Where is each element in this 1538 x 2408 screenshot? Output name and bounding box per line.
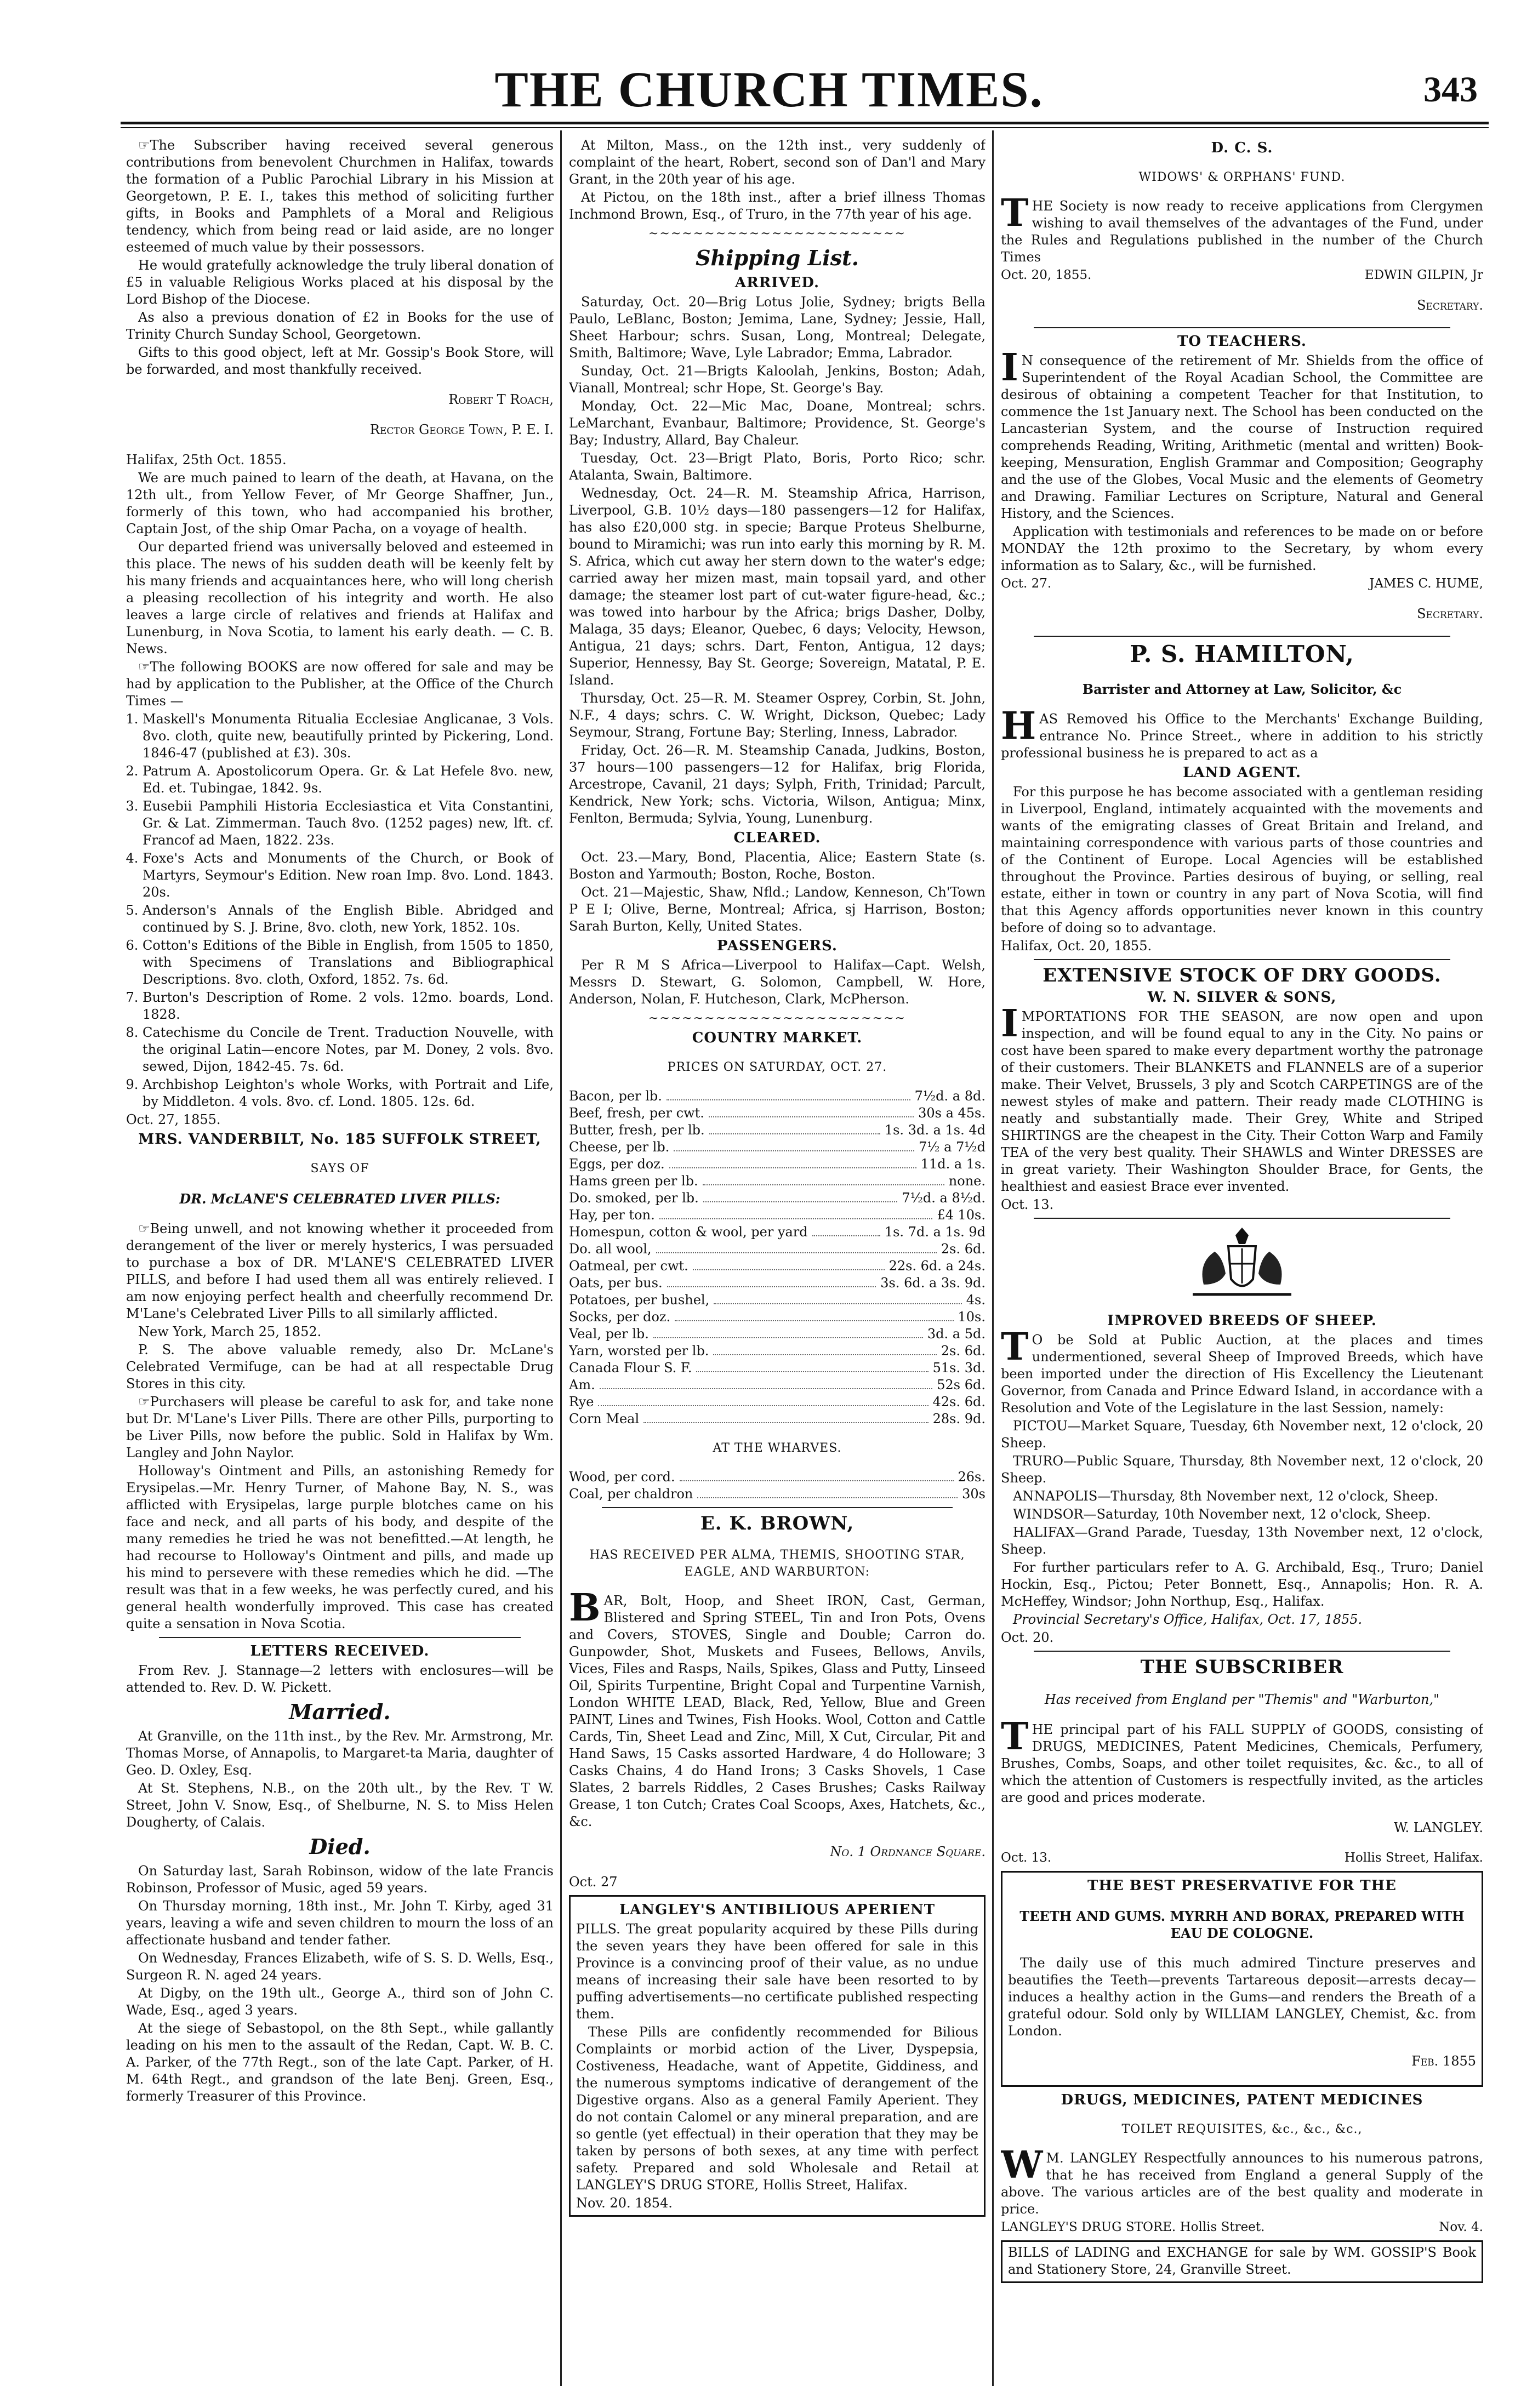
advert-subheading: Has received from England per "Themis" and "Warburton," [1044,1692,1440,1707]
dateline [1001,575,1483,592]
paragraph: THE Society is now ready to receive applications from Clergymen wishing to avail themselves of the advantages of the Fund, under the Rules and Regulations published in the number of the Church Times [1001,191,1483,265]
books-list [126,711,554,1110]
item-label: Wood, per cord. [569,1469,675,1485]
list-item: 1. Maskell's Monumenta Ritualia Ecclesiae Anglicanae, 3 Vols. 8vo. cloth, quite new, beautifully printed by Pickering, Lond. 1846-47 (published at £3). 30s. [143,711,554,762]
advert-subheading: Barrister and Attorney at Law, Solicitor, &c [1082,681,1402,697]
price-table [569,1088,986,1428]
advert-heading: E. K. BROWN, [700,1513,855,1534]
paragraph: BAR, Bolt, Hoop, and Sheet IRON, Cast, German, Blistered and Spring STEEL, Tin and Iron Pots, Ovens and Covers, STOVES, Single and Double; Carron do. Gunpowder, Shot, Muskets and Fusees, Bellows, Anvils, Vices, Files and Rasps, Nails, Spikes, Glass and Putty, Linseed Oil, Spirits Turpentine, Bright Copal and Turpentine Varnish, London WHITE LEAD, Black, Red, Yellow, Blue and Green PAINT, Lines and Twines, Fish Hooks. Wool, Cotton and Cattle Cards, Tin, Sheet Lead and Zinc, Mill, X Cut, Circular, Pit and Hand Saws, 15 Casks assorted Hardware, 4 do Holloware; 3 Casks Chains, 4 do Hand Irons; 3 Casks Shovels, 1 Case Slates, 2 barrels Riddles, 2 Cases Brushes; Casks Railway Grease, 1 ton Cutch; Crates Coal Scoops, Axes, Hatchets, &c., &c. [569,1586,986,1829]
price-row [569,1241,986,1258]
library-notice [126,137,554,469]
paragraph: Application with testimonials and references to be made on or before MONDAY the 12th proximo to the Secretary, by whom every information as to Salary, &c., will be furnished. [1001,524,1483,573]
price-row [569,1258,986,1275]
column-2 [569,137,986,2221]
list-item: 4. Foxe's Acts and Monuments of the Church, or Book of Martyrs, Seymour's Edition. New roan Imp. 8vo. Lond. 1843. 20s. [143,850,554,901]
item-price: 11d. a 1s. [920,1156,986,1172]
divider [1034,327,1450,328]
teachers-advert [1001,333,1483,623]
paragraph: Saturday, Oct. 20—Brig Lotus Jolie, Sydney; brigts Bella Paulo, LeBlanc, Boston; Jemima, Lane, Sydney; Jessie, Hall, Sheet Harbour; schrs. Susan, Long, Montreal; Delegate, Smith, Baltimore; Wave, Lyle Labrador; Emma, Labrador. [569,294,986,361]
paragraph: New York, March 25, 1852. [138,1324,322,1339]
section-subheading: PRICES ON SATURDAY, OCT. 27. [667,1060,887,1074]
died-notices [126,1834,554,2105]
list-item: WINDSOR—Saturday, 10th November next, 12 o'clock, Sheep. [1013,1507,1431,1522]
item-price: 4s. [966,1292,986,1308]
paragraph: At St. Stephens, N.B., on the 20th ult., by the Rev. T W. Street, John V. Snow, Esq., of Shelburne, N. S. to Miss Helen Dougherty, of Calais. [126,1781,554,1830]
item-price: 30s a 45s. [918,1105,986,1121]
death-notice [126,470,554,658]
signature: JAMES C. HUME, [1369,577,1483,591]
signature: Robert T Roach, [448,392,554,407]
item-label: Potatoes, per bushel, [569,1292,710,1308]
column-3 [1001,137,1483,2287]
paragraph: ☞Purchasers will please be careful to ask for, and take none but Dr. M'Lane's Liver Pills. There are other Pills, purporting to be Liver Pills, now before the public. Sold in Halifax by Wm. Langley and John Naylor. [126,1394,554,1460]
item-label: Homespun, cotton & wool, per yard [569,1224,808,1240]
ornamental-divider: ~~~~~~~~~~~~~~~~~~~~~~~ [648,227,906,241]
dateline: Nov. 20. 1854. [576,2195,673,2211]
item-label: Canada Flour S. F. [569,1360,692,1376]
list-item: 8. Catechisme du Concile de Trent. Traduction Nouvelle, with the original Latin—encore Notes, par M. Doney, 2 vols. 8vo. sewed, Dijon, 1842-45. 7s. 6d. [143,1024,554,1075]
column-divider [992,130,994,2386]
advert-heading: LAND AGENT. [1183,764,1301,781]
paragraph: Friday, Oct. 26—R. M. Steamship Canada, Judkins, Boston, 37 hours—100 passengers—12 for Halifax, brig Florida, Arcestrope, Cavanil, 21 days; Sylph, Frith, Trinidad; Parcult, Kendrick, New York; schs. Victoria, Wilson, Antigua; Minx, Fenlton, Bermuda; Sylvia, Young, Lunenburg. [569,743,986,826]
advert-subheading: W. N. SILVER & SONS, [1147,989,1337,1006]
dry-goods-advert [1001,965,1483,1213]
date: Oct. 27. [1001,577,1052,591]
preservative-advert [1001,1871,1483,2087]
advert-title: DR. McLANE'S CELEBRATED LIVER PILLS: [179,1191,500,1207]
paragraph: ☞The Subscriber having received several generous contributions from benevolent Churchmen in Halifax, towards the formation of a Public Parochial Library in his Mission at Georgetown, P. E. I., takes this method of soliciting further gifts, in Books and Pamphlets of a Moral and Religious tendency, which from being read or laid aside, are no longer esteemed of much value by their possessors. [126,138,554,255]
pills-advert [569,1895,986,2217]
bills-advert [1001,2240,1483,2283]
price-row [569,1207,986,1224]
advert-subheading: TOILET REQUISITES, &c., &c., &c., [1121,2122,1363,2136]
item-price: 1s. 3d. a 1s. 4d [884,1122,986,1138]
price-row [569,1469,986,1486]
date: Oct. 13. [1001,1851,1052,1865]
price-row [569,1224,986,1241]
section-heading: Married. [289,1699,391,1724]
paragraph: Sunday, Oct. 21—Brigts Kaloolah, Jenkins, Boston; Adah, Vianall, Montreal; schr Hope, St. George's Bay. [569,363,986,396]
date: Oct. 20, 1855. [1001,268,1092,282]
date: Nov. 4. [1439,2220,1483,2234]
item-price: 22s. 6d. a 24s. [888,1258,986,1274]
brown-advert [569,1513,986,1891]
dcs-advert [1001,139,1483,314]
shipping-list [569,246,986,1008]
advert-heading: TO TEACHERS. [1177,333,1307,350]
dateline: Oct. 13. [1001,1197,1054,1212]
paragraph: For this purpose he has become associated with a gentleman residing in Liverpool, England, intimately acquainted with the movements and wants of the emigrating classes of Great Britain and Ireland, and maintaining correspondence with various parts of those countries and of the Continent of Europe. Local Agencies will be established throughout the Province. Parties desirous of buying, or selling, real estate, either in town or country in any part of Nova Scotia, will find that this Agency affords opportunities never known in this country before of doing so to advantage. [1001,784,1483,935]
item-price: 7½ a 7½d [919,1139,986,1155]
subsection-heading: ARRIVED. [734,275,820,291]
paragraph: TO be Sold at Public Auction, at the places and times undermentioned, several Sheep of Improved Breeds, which have been imported under the direction of His Excellency the Lieutenant Governor, from Canada and Prince Edward Island, in accordance with a Resolution and Vote of the Legislature in the last Session, namely: [1001,1325,1483,1416]
section-heading: Shipping List. [696,246,859,270]
paragraph: BILLS of LADING and EXCHANGE for sale by WM. GOSSIP'S Book and Stationery Store, 24, Granville Street. [1008,2245,1476,2277]
list-item: 6. Cotton's Editions of the Bible in English, from 1505 to 1850, with Specimens of Translations and Bibliographical Descriptions. 8vo. cloth, Oxford, 1852. 7s. 6d. [143,937,554,988]
paragraph: At Milton, Mass., on the 12th inst., very suddenly of complaint of the heart, Robert, second son of Dan'l and Mary Grant, in the 20th year of his age. [569,138,986,187]
paragraph: Tuesday, Oct. 23—Brigt Plato, Boris, Porto Rico; schr. Atalanta, Swain, Baltimore. [569,450,986,483]
list-item: 3. Eusebii Pamphili Historia Ecclesiastica et Vita Constantini, Gr. & Lat. Zimmerman. Tauch 8vo. (1252 pages) new, lft. cf. Francof ad Maen, 1822. 23s. [143,798,554,849]
paragraph: HAS Removed his Office to the Merchants' Exchange Building, entrance No. Prince Street., where in addition to his strictly professional business he is prepared to act as a [1001,704,1483,761]
masthead-rule [121,122,1489,124]
price-row [569,1088,986,1105]
paragraph: As also a previous donation of £2 in Books for the use of Trinity Church Sunday School, Georgetown. [126,310,554,342]
paragraph: Monday, Oct. 22—Mic Mac, Doane, Montreal; schrs. LeMarchant, Evanbaur, Baltimore; Providence, St. George's Bay; Industry, Allard, Bay Chaleur. [569,398,986,448]
list-item: 7. Burton's Description of Rome. 2 vols. 12mo. boards, Lond. 1828. [143,989,554,1023]
item-label: Butter, fresh, per lb. [569,1122,705,1138]
dateline: Feb. 1855 [1411,2053,1476,2069]
drugs-advert [1001,2091,1483,2236]
paragraph: We are much pained to learn of the death, at Havana, on the 12th ult., from Yellow Fever, of Mr George Shaffner, Jun., formerly of this town, who had accompanied his brother, Captain Jost, of the ship Omar Pacha, on a voyage of health. [126,470,554,537]
price-row [569,1122,986,1139]
advert-heading: DRUGS, MEDICINES, PATENT MEDICINES [1061,2092,1423,2108]
item-price: 2s. 6d. [941,1241,986,1257]
advert-heading: LANGLEY'S ANTIBILIOUS APERIENT [619,1902,936,1918]
advert-heading: IMPROVED BREEDS OF SHEEP. [1107,1313,1377,1329]
item-price: none. [948,1173,986,1189]
price-row [569,1139,986,1156]
item-label: Do. smoked, per lb. [569,1190,699,1206]
paragraph: IN consequence of the retirement of Mr. Shields from the office of Superintendent of the Royal Acadian School, the Committee are desirous of obtaining a competent Teacher for that Institution, to commence the 1st January next. The School has been conducted on the Lancasterian System, and the course of Instruction required comprehends Reading, Writing, Arithmetic (mental and written) Book-keeping, Mensuration, English Grammar and Composition; Geography and the use of the Globes, Vocal Music and the elements of Geometry and Drawing. Familiar Lectures on Scripture, Natural and General History, and the Sciences. [1001,346,1483,521]
item-price: 51s. 3d. [932,1360,986,1376]
paragraph: Thursday, Oct. 25—R. M. Steamer Osprey, Corbin, St. John, N.F., 4 days; schrs. C. W. Wright, Dickson, Quebec; Lady Seymour, Strang, Fortune Bay; Sterling, Inness, Labrador. [569,691,986,740]
advert-subheading: SAYS OF [310,1162,369,1176]
paragraph: P. S. The above valuable remedy, also Dr. McLane's Celebrated Vermifuge, can be had at all respectable Drug Stores in this city. [126,1342,554,1391]
married-notices [126,1699,554,1831]
price-row [569,1411,986,1428]
paragraph: From Rev. J. Stannage—2 letters with enclosures—will be attended to. Rev. D. W. Pickett. [126,1663,554,1695]
price-row [569,1275,986,1292]
paragraph: On Saturday last, Sarah Robinson, widow of the late Francis Robinson, Professor of Music, aged 59 years. [126,1863,554,1896]
paragraph: On Thursday morning, 18th inst., Mr. John T. Kirby, aged 31 years, leaving a wife and seven children to mourn the loss of an affectionate husband and tender father. [126,1898,554,1948]
signature: W. LANGLEY. [1393,1820,1483,1835]
paragraph: ☞Being unwell, and not knowing whether it proceeded from derangement of the liver or merely hysterics, I was persuaded to purchase a box of DR. M'LANE'S CELEBRATED LIVER PILLS, and before I had used them all was entirely relieved. I am now enjoying perfect health and cheerfully recommend Dr. M'Lane's Celebrated Liver Pills to all similarly afflicted. [126,1221,554,1321]
price-row [569,1326,986,1343]
advert-heading: THE BEST PRESERVATIVE FOR THE [1087,1878,1397,1894]
deaths-continued [569,137,986,223]
list-item: 9. Archbishop Leighton's whole Works, with Portrait and Life, by Middleton. 4 vols. 8vo. cf. Lond. 1805. 12s. 6d. [143,1076,554,1110]
paragraph: PILLS. The great popularity acquired by these Pills during the seven years they have been offered for sale in this Province is a convincing proof of their value, as no undue means of increasing their sale have been resorted to by puffing advertisements—no certificate published respecting them. [576,1921,978,2022]
subscriber-advert [1001,1656,1483,1867]
item-label: Oatmeal, per cwt. [569,1258,688,1274]
column-divider [560,130,562,2386]
advert-heading: MRS. VANDERBILT, No. 185 SUFFOLK STREET, [138,1131,542,1148]
royal-coat-of-arms-icon [1171,1224,1313,1306]
item-label: Cheese, per lb. [569,1139,670,1155]
item-price: £4 10s. [937,1207,986,1223]
paragraph: He would gratefully acknowledge the truly liberal donation of £5 in valuable Religious Works placed at his disposal by the Lord Bishop of the Diocese. [126,258,554,307]
divider [602,1507,953,1508]
paragraph: THE principal part of his FALL SUPPLY of GOODS, consisting of DRUGS, MEDICINES, Patent Medicines, Chemicals, Perfumery, Brushes, Combs, Soaps, and other toilet requisites, &c. &c., to all of which the attention of Customers is respectfully invited, as the articles are good and prices moderate. [1001,1715,1483,1805]
dateline: Halifax, 25th Oct. 1855. [126,452,287,467]
masthead-rule-thin [121,127,1489,128]
list-item: PICTOU—Market Square, Tuesday, 6th November next, 12 o'clock, 20 Sheep. [1001,1418,1483,1451]
price-row [569,1360,986,1377]
price-row [569,1343,986,1360]
item-price: 10s. [958,1309,986,1325]
item-label: Veal, per lb. [569,1326,649,1342]
dateline: Oct. 20. [1001,1630,1054,1645]
list-item: 2. Patrum A. Apostolicorum Opera. Gr. & Lat Hefele 8vo. new, Ed. et. Tubingae, 1842. 9s. [143,763,554,797]
item-label: Socks, per doz. [569,1309,671,1325]
advert-subheading: HAS RECEIVED PER ALMA, THEMIS, SHOOTING STAR, EAGLE, AND WARBURTON: [589,1548,965,1579]
subsection-heading: CLEARED. [733,830,821,846]
item-price: 52s 6d. [937,1377,986,1393]
price-row [569,1156,986,1173]
item-label: Hams green per lb. [569,1173,698,1189]
paragraph: At Granville, on the 11th inst., by the Rev. Mr. Armstrong, Mr. Thomas Morse, of Annapolis, to Margaret-ta Maria, daughter of Geo. D. Oxley, Esq. [126,1728,554,1778]
item-label: Bacon, per lb. [569,1088,662,1104]
price-row [569,1105,986,1122]
advert-heading: THE SUBSCRIBER [1140,1656,1344,1678]
list-item: ANNAPOLIS—Thursday, 8th November next, 12 o'clock, Sheep. [1013,1488,1439,1504]
section-heading: COUNTRY MARKET. [692,1030,863,1046]
paragraph: Oct. 21—Majestic, Shaw, Nfld.; Landow, Kenneson, Ch'Town P E I; Olive, Berne, Montreal; Africa, sj Harrison, Boston; Sarah Burton, Kelly, United States. [569,885,986,934]
price-row [569,1486,986,1503]
dateline: Halifax, Oct. 20, 1855. [1001,938,1152,954]
list-item: HALIFAX—Grand Parade, Tuesday, 13th November next, 12 o'clock, Sheep. [1001,1525,1483,1557]
dateline [1001,267,1483,284]
books-intro: ☞The following BOOKS are now offered for sale and may be had by application to the Publisher, at the Office of the Church Times — [126,659,554,709]
price-row [569,1377,986,1394]
item-price: 2s. 6d. [941,1343,986,1359]
item-label: Am. [569,1377,595,1393]
paragraph: WM. LANGLEY Respectfully announces to his numerous patrons, that he has received from England a general Supply of the above. The various articles are of the best quality and moderate in price. [1001,2143,1483,2217]
address: No. 1 Ordnance Square. [830,1844,986,1859]
item-label: Coal, per chaldron [569,1486,693,1502]
item-label: Do. all wool, [569,1241,652,1257]
item-label: Beef, fresh, per cwt. [569,1105,704,1121]
books-for-sale [126,659,554,1128]
divider [1034,1218,1450,1219]
paragraph: The daily use of this much admired Tincture preserves and beautifies the Teeth—prevents Tartareous deposit—arrests decay—induces a healthy action in the Gums—and renders the Breath of a grateful odour. Sold only by WILLIAM LANGLEY, Chemist, &c. from London. [1008,1955,1476,2039]
signature-title: Rector George Town, P. E. I. [369,422,554,437]
address: Hollis Street, Halifax. [1344,1851,1483,1865]
item-price: 28s. 9d. [932,1411,986,1426]
advert-subheading: WIDOWS' & ORPHANS' FUND. [1138,170,1346,184]
item-label: Eggs, per doz. [569,1156,665,1172]
advert-heading: P. S. HAMILTON, [1130,641,1354,667]
section-heading: LETTERS RECEIVED. [250,1643,430,1659]
price-row [569,1190,986,1207]
vanderbilt-advert [126,1131,554,1462]
item-price: 42s. 6d. [932,1394,986,1410]
list-item: TRURO—Public Square, Thursday, 8th November next, 12 o'clock, 20 Sheep. [1001,1453,1483,1486]
advert-heading: EXTENSIVE STOCK OF DRY GOODS. [1043,965,1442,986]
item-label: Corn Meal [569,1411,640,1426]
dateline [1001,2219,1483,2236]
hamilton-advert [1001,641,1483,955]
divider [1034,1651,1450,1652]
signature-title: Secretary. [1417,298,1483,313]
dateline: Oct. 27 [569,1874,618,1890]
column-1 [126,137,554,2106]
paragraph: Our departed friend was universally beloved and esteemed in this place. The news of his sudden death will be keenly felt by his many friends and acquaintances here, who will long cherish a pleasing recollection of his integrity and worth. He also leaves a large circle of relatives and friends at Halifax and Lunenburg, in Nova Scotia, to lament his early death. — C. B. News. [126,539,554,657]
item-price: 30s [962,1486,986,1502]
price-row [569,1292,986,1309]
item-price: 7½d. a 8½d. [902,1190,986,1206]
item-price: 1s. 7d. a 1s. 9d [884,1224,986,1240]
country-market [569,1029,986,1503]
page-number: 343 [1423,70,1478,110]
divider [159,1637,521,1638]
item-price: 3d. a 5d. [927,1326,986,1342]
item-price: 3s. 6d. a 3s. 9d. [880,1275,986,1291]
paragraph: On Wednesday, Frances Elizabeth, wife of S. S. D. Wells, Esq., Surgeon R. N. aged 24 years. [126,1950,554,1983]
item-label: Hay, per ton. [569,1207,655,1223]
section-subheading: AT THE WHARVES. [713,1441,842,1455]
paragraph: At Pictou, on the 18th inst., after a brief illness Thomas Inchmond Brown, Esq., of Truro, in the 77th year of his age. [569,190,986,222]
price-row [569,1394,986,1411]
newspaper-title: THE CHURCH TIMES. [494,61,1044,117]
paragraph: For further particulars refer to A. G. Archibald, Esq., Truro; Daniel Hockin, Esq., Pictou; Peter Bonnett, Esq., Annapolis; Hon. R. A. McHeffey, Windsor; John Northup, Esq., Halifax. [1001,1560,1483,1609]
signature: EDWIN GILPIN, Jr [1364,268,1483,282]
letters-received [126,1642,554,1696]
price-row [569,1173,986,1190]
section-heading: Died. [309,1834,371,1859]
advert-heading: D. C. S. [1211,140,1273,156]
paragraph: IMPORTATIONS FOR THE SEASON, are now open and upon inspection, and will be found equal to any in the City. No pains or cost have been spared to make every department worthy the patronage of their customers. Their BLANKETS and FLANNELS are of a superior make. Their Velvet, Brussels, 3 ply and Scotch CARPETINGS are of the newest styles of make and pattern. Their ready made CLOTHING is neatly and substantially made. Their Grey, White and Striped SHIRTINGS are the cheapest in the City. Their Cotton Warp and Family TEA of the very best quality. Their SHAWLS and Winter DRESSES are in great variety. Their Washington Shoulder Brace, for Gents, the healthiest and easiest Brace ever invented. [1001,1002,1483,1194]
paragraph: Oct. 23.—Mary, Bond, Placentia, Alice; Eastern State (s. Boston and Yarmouth; Boston, Roche, Boston. [569,849,986,882]
paragraph: Holloway's Ointment and Pills, an astonishing Remedy for Erysipelas.—Mr. Henry Turner, of Mahone Bay, N. S., was afflicted with Erysipelas, large purple blotches came on his face and neck, and all parts of his body, and despite of the many remedies he tried he was not benefitted.—At length, he had recourse to Holloway's Ointment and pills, and made up his mind to persevere with these remedies which he did. —The result was that in a few weeks, he was perfectly cured, and his general health wonderfully improved. This case has created quite a sensation in Nova Scotia. [126,1463,554,1631]
item-label: Yarn, worsted per lb. [569,1343,709,1359]
divider [1034,636,1450,637]
signature-title: Secretary. [1417,606,1483,621]
item-label: Rye [569,1394,594,1410]
advert-subheading: TEETH AND GUMS. MYRRH AND BORAX, PREPARED WITH EAU DE COLOGNE. [1019,1908,1465,1941]
price-row [569,1309,986,1326]
paragraph: At Digby, on the 19th ult., George A., third son of John C. Wade, Esq., aged 3 years. [126,1985,554,2018]
item-price: 26s. [958,1469,986,1485]
dateline: Oct. 27, 1855. [126,1112,221,1127]
office-line: Provincial Secretary's Office, Halifax, Oct. 17, 1855. [1013,1612,1363,1627]
paragraph: Gifts to this good object, left at Mr. Gossip's Book Store, will be forwarded, and most thankfully received. [126,345,554,377]
store-name: LANGLEY'S DRUG STORE. Hollis Street. [1001,2220,1265,2234]
paragraph: At the siege of Sebastopol, on the 8th Sept., while gallantly leading on his men to the assault of the Redan, Capt. W. B. C. A. Parker, of the 77th Regt., son of the late Capt. Parker, of H. M. 64th Regt., and grandson of the late Benj. Green, Esq., formerly Treasurer of this Province. [126,2021,554,2104]
item-label: Oats, per bus. [569,1275,663,1291]
divider [1034,959,1450,960]
ornamental-divider: ~~~~~~~~~~~~~~~~~~~~~~~ [648,1012,906,1025]
dateline [1001,1850,1483,1867]
paragraph: Wednesday, Oct. 24—R. M. Steamship Africa, Harrison, Liverpool, G.B. 10½ days—180 passengers—12 for Halifax, has also £20,000 stg. in specie; Barque Proteus Shelburne, bound to Miramichi; was run into early this morning by R. M. S. Africa, which cut away her stern down to the water's edge; carried away her mizen mast, main topsail yard, and other damage; the steamer lost part of cut-water figure-head, &c.; was towed into harbour by the Africa; brigs Dasher, Dolby, Malaga, 35 days; Eleanor, Quebec, 6 days; Velocity, Hewson, Antigua, 21 days; schrs. Dart, Fenton, Antigua, 12 days; Superior, Hennessy, Bay St. George; Sovereign, Matatal, P. E. Island. [569,486,986,688]
subsection-heading: PASSENGERS. [717,938,838,954]
item-price: 7½d. a 8d. [914,1088,986,1104]
holloway-advert [126,1463,554,1633]
masthead [0,60,1538,121]
paragraph: Per R M S Africa—Liverpool to Halifax—Capt. Welsh, Messrs D. Stewart, G. Solomon, Campbell, W. Hore, Anderson, Nolan, F. Hutcheson, Clark, McPherson. [569,957,986,1007]
paragraph: These Pills are confidently recommended for Bilious Complaints or morbid action of the Liver, Dyspepsia, Costiveness, Headache, want of Appetite, Giddiness, and the numerous symptoms indicative of derangement of the Digestive organs. Also as a general Family Aperient. They do not contain Calomel or any mineral preparation, and are so gentle (yet effectual) in their operation that they may be taken by persons of both sexes, at any time with perfect safety. Prepared and sold Wholesale and Retail at LANGLEY'S DRUG STORE, Hollis Street, Halifax. [576,2024,978,2193]
list-item: 5. Anderson's Annals of the English Bible. Abridged and continued by S. J. Brine, 8vo. cloth, new York, 1852. 10s. [143,902,554,936]
sheep-advert [1001,1312,1483,1646]
